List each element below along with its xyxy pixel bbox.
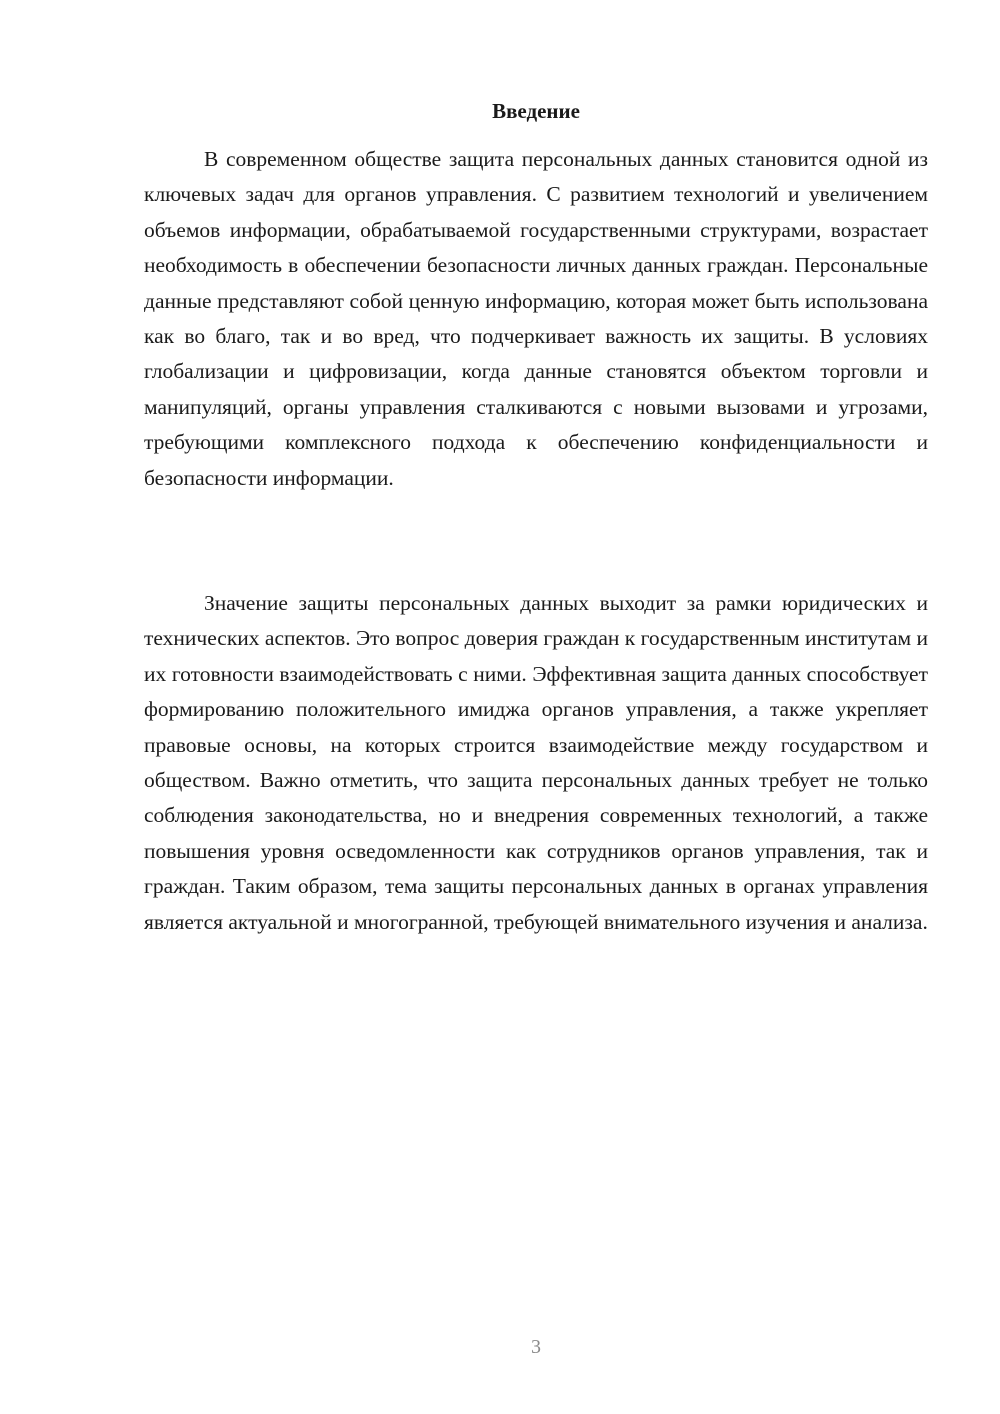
page-number: 3 [531, 1336, 541, 1358]
section-heading: Введение [492, 99, 580, 123]
body-paragraph-1: В современном обществе защита персональных данных становится одной из ключевых задач для органов управления. С развитием технологий и увеличением объемов информации, обрабатываемой государственными структурами, возрастает необходимость в обеспечении безопасности личных данных граждан. Персональные данные представляют собой ценную информацию, которая может быть использована как во благо, так и во вред, что подчеркивает важность их защиты. В условиях глобализации и цифровизации, когда данные становятся объектом торговли и манипуляций, органы управления сталкиваются с новыми вызовами и угрозами, требующими комплексного подхода к обеспечению конфиденциальности и безопасности информации. [144, 147, 928, 490]
body-paragraph-2: Значение защиты персональных данных выходит за рамки юридических и технических аспектов. Это вопрос доверия граждан к государственным институтам и их готовности взаимодействовать с ними. Эффективная защита данных способствует формированию положительного имиджа органов управления, а также укрепляет правовые основы, на которых строится взаимодействие между государством и обществом. Важно отметить, что защита персональных данных требует не только соблюдения законодательства, но и внедрения современных технологий, а также повышения уровня осведомленности как сотрудников органов управления, так и граждан. Таким образом, тема защиты персональных данных в органах управления является актуальной и многогранной, требующей внимательного изучения и анализа. [144, 591, 928, 934]
